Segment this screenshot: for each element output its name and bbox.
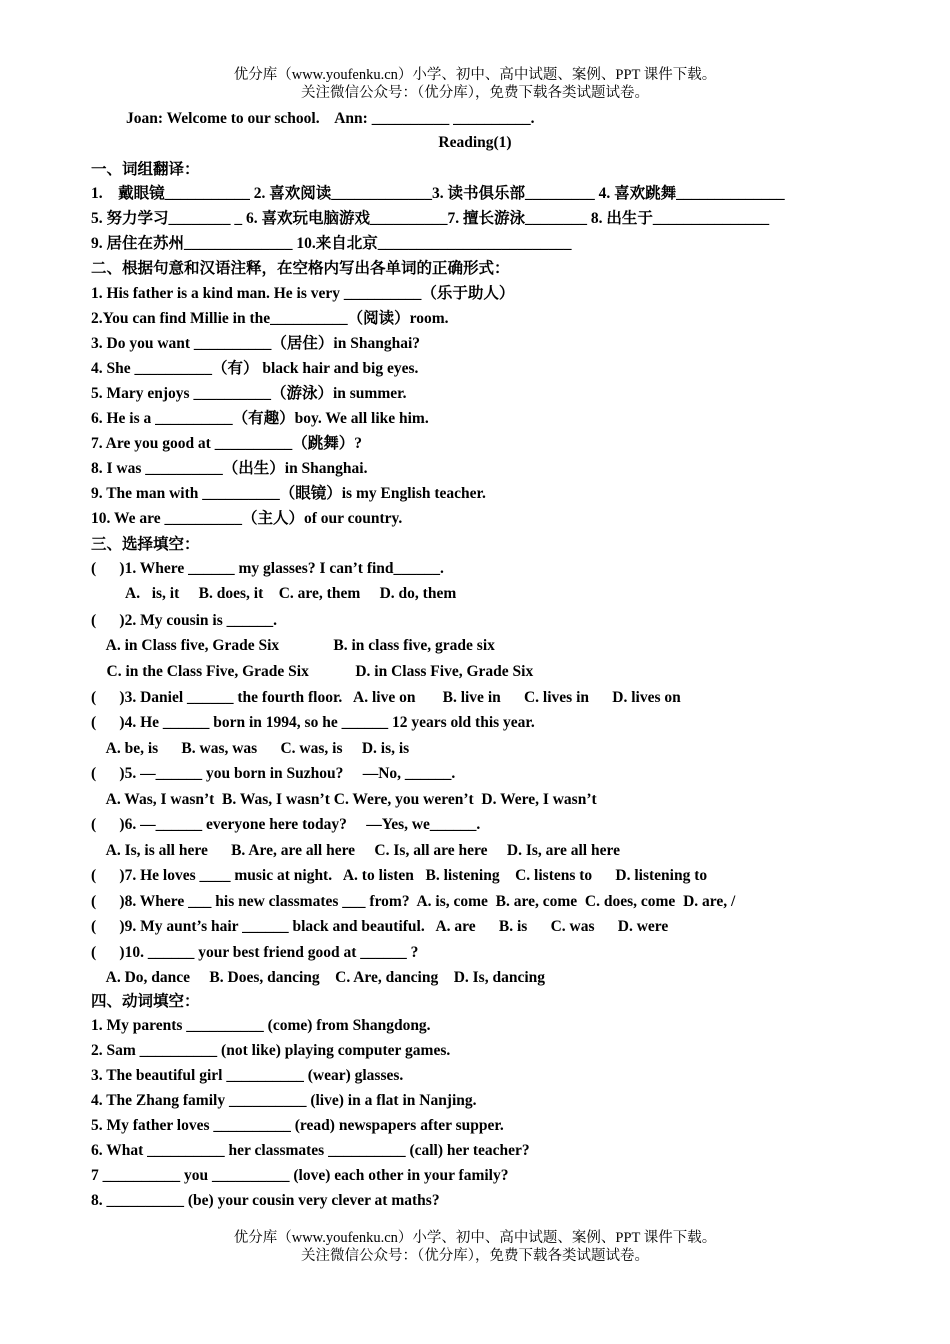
header-line-2: 关注微信公众号：（优分库），免费下载各类试题试卷。 [301, 85, 649, 101]
s2-line: 7. Are you good at __________（跳舞）? [91, 435, 362, 452]
s3-line: A. is, it B. does, it C. are, them D. do, them [91, 585, 457, 602]
s3-line: ( )10. ______ your best friend good at ______ ? [91, 944, 419, 961]
s4-line: 2. Sam __________ (not like) playing computer games. [91, 1042, 451, 1059]
s2-line: 5. Mary enjoys __________（游泳）in summer. [91, 385, 407, 402]
s1-line: 1. 戴眼镜___________ 2. 喜欢阅读_____________3. 读书俱乐部_________ 4. 喜欢跳舞______________ [91, 185, 785, 202]
s3-line: A. be, is B. was, was C. was, is D. is, is [91, 740, 410, 757]
s4-line: 4. The Zhang family __________ (live) in a flat in Nanjing. [91, 1092, 477, 1109]
s2-line: 2.You can find Millie in the__________（阅读）room. [91, 310, 449, 327]
s3-line: ( )9. My aunt’s hair ______ black and beautiful. A. are B. is C. was D. were [91, 918, 669, 935]
header-line-1: 优分库（www.youfenku.cn）小学、初中、高中试题、案例、PPT 课件下载。 [233, 67, 717, 83]
page-title: Reading(1) [438, 134, 512, 151]
s3-line: ( )6. —______ everyone here today? —Yes, we______. [91, 816, 481, 833]
s3-line: ( )4. He ______ born in 1994, so he ______ 12 years old this year. [91, 714, 535, 731]
s4-line: 8. __________ (be) your cousin very clever at maths? [91, 1192, 440, 1209]
s2-line: 10. We are __________（主人）of our country. [91, 510, 403, 527]
footer-line-2: 关注微信公众号：（优分库），免费下载各类试题试卷。 [301, 1248, 649, 1264]
s3-line: ( )1. Where ______ my glasses? I can’t find______. [91, 560, 444, 577]
s4-line: 6. What __________ her classmates __________ (call) her teacher? [91, 1142, 530, 1159]
section-4-heading: 四、动词填空： [91, 993, 200, 1010]
s3-line: ( )2. My cousin is ______. [91, 612, 277, 629]
s4-line: 7 __________ you __________ (love) each other in your family? [91, 1167, 509, 1184]
s3-line: ( )3. Daniel ______ the fourth floor. A. live on B. live in C. lives in D. lives on [91, 689, 681, 706]
s2-line: 6. He is a __________（有趣）boy. We all like him. [91, 410, 429, 427]
section-1-heading: 一、词组翻译： [91, 161, 200, 178]
s3-line: ( )8. Where ___ his new classmates ___ from? A. is, come B. are, come C. does, come D. are, / [91, 893, 736, 910]
s3-line: A. in Class five, Grade Six B. in class five, grade six [91, 637, 495, 654]
s1-line: 9. 居住在苏州______________ 10.来自北京_________________________ [91, 235, 572, 252]
footer-line-1: 优分库（www.youfenku.cn）小学、初中、高中试题、案例、PPT 课件下载。 [233, 1230, 717, 1246]
s4-line: 3. The beautiful girl __________ (wear) glasses. [91, 1067, 404, 1084]
s4-line: 1. My parents __________ (come) from Shangdong. [91, 1017, 431, 1034]
s3-line: C. in the Class Five, Grade Six D. in Class Five, Grade Six [91, 663, 534, 680]
s2-line: 4. She __________（有） black hair and big eyes. [91, 360, 419, 377]
s3-line: A. Was, I wasn’t B. Was, I wasn’t C. Were, you weren’t D. Were, I wasn’t [91, 791, 597, 808]
s2-line: 8. I was __________（出生）in Shanghai. [91, 460, 368, 477]
intro-line: Joan: Welcome to our school. Ann: __________ __________. [126, 110, 535, 127]
s2-line: 9. The man with __________（眼镜）is my English teacher. [91, 485, 486, 502]
s3-line: A. Is, is all here B. Are, are all here C. Is, all are here D. Is, are all here [91, 842, 620, 859]
s3-line: ( )5. —______ you born in Suzhou? —No, ______. [91, 765, 456, 782]
s2-line: 1. His father is a kind man. He is very __________（乐于助人） [91, 285, 515, 302]
s3-line: A. Do, dance B. Does, dancing C. Are, dancing D. Is, dancing [91, 969, 546, 986]
s3-line: ( )7. He loves ____ music at night. A. to listen B. listening C. listens to D. listening to [91, 867, 708, 884]
s2-line: 3. Do you want __________（居住）in Shanghai? [91, 335, 421, 352]
section-2-heading: 二、根据句意和汉语注释，在空格内写出各单词的正确形式： [91, 260, 510, 277]
s4-line: 5. My father loves __________ (read) newspapers after supper. [91, 1117, 504, 1134]
section-3-heading: 三、选择填空： [91, 536, 200, 553]
s1-line: 5. 努力学习________ _ 6. 喜欢玩电脑游戏__________7. 擅长游泳________ 8. 出生于_______________ [91, 210, 770, 227]
